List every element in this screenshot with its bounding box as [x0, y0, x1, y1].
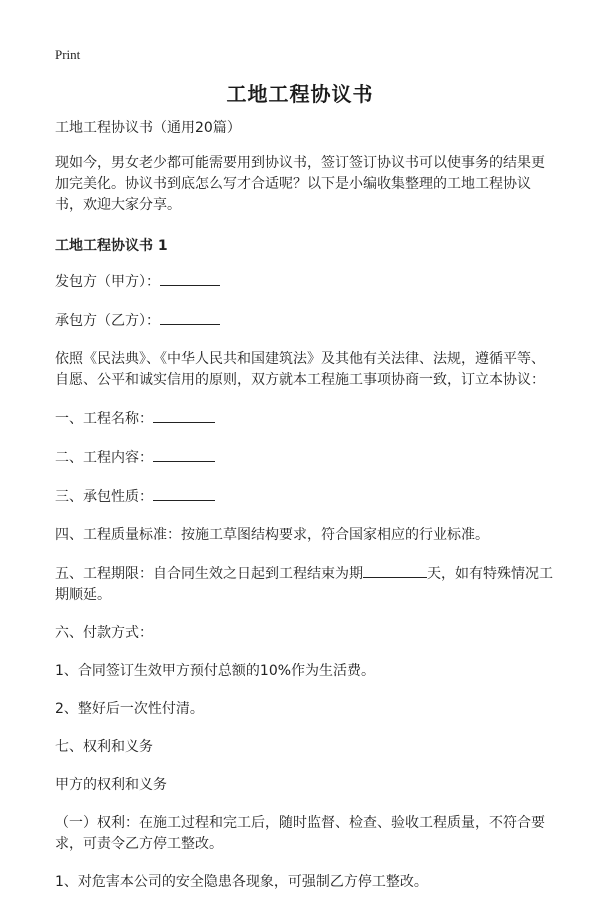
intro-paragraph: 现如今，男女老少都可能需要用到协议书，签订签订协议书可以使事务的结果更加完美化。协议书到底怎么写才合适呢？以下是小编收集整理的工地工程协议书，欢迎大家分享。 — [55, 155, 545, 213]
party-a-rights-heading: 甲方的权利和义务 — [55, 777, 167, 793]
item-project-name — [55, 408, 555, 430]
period-text-post: 天，如有特殊情况工期顺延。 — [55, 566, 553, 603]
period-days-blank — [363, 563, 427, 578]
item-quality-standard: 四、工程质量标准：按施工草图结构要求，符合国家相应的行业标准。 — [55, 527, 489, 543]
party-b-line — [55, 310, 555, 332]
project-name-blank — [153, 408, 215, 423]
rights-clause-1: （一）权利：在施工过程和完工后，随时监督、检查、验收工程质量，不符合要求，可责令乙方停工整改。 — [55, 815, 545, 852]
rights-clause-1-1: 1、对危害本公司的安全隐患各现象，可强制乙方停工整改。 — [55, 874, 428, 890]
period-text-pre: 五、工程期限：自合同生效之日起到工程结束为期 — [55, 566, 363, 582]
item-project-content-label: 二、工程内容： — [55, 450, 153, 466]
document-body — [55, 118, 555, 910]
project-content-blank — [153, 447, 215, 462]
party-b-blank — [160, 310, 220, 325]
party-b-label: 承包方（乙方）： — [55, 313, 160, 329]
item-contract-nature — [55, 486, 555, 508]
document-subtitle: 工地工程协议书（通用20篇） — [55, 120, 241, 136]
print-link[interactable]: Print — [55, 47, 81, 62]
contract-nature-blank — [153, 486, 215, 501]
item-contract-nature-label: 三、承包性质： — [55, 489, 153, 505]
item-project-period — [55, 563, 555, 606]
item-project-content — [55, 447, 555, 469]
basis-paragraph: 依照《民法典》、《中华人民共和国建筑法》及其他有关法律、法规，遵循平等、自愿、公平和诚实信用的原则，双方就本工程施工事项协商一致，订立本协议： — [55, 351, 545, 388]
party-a-line — [55, 271, 555, 293]
party-a-blank — [160, 271, 220, 286]
party-a-label: 发包方（甲方）： — [55, 274, 160, 290]
item-rights-obligations: 七、权利和义务 — [55, 739, 153, 755]
item-project-name-label: 一、工程名称： — [55, 411, 153, 427]
payment-clause-1: 1、合同签订生效甲方预付总额的10%作为生活费。 — [55, 663, 376, 679]
payment-clause-2: 2、整好后一次性付清。 — [55, 701, 204, 717]
document-title: 工地工程协议书 — [226, 82, 374, 106]
section-heading: 工地工程协议书 1 — [55, 238, 168, 254]
item-payment-method: 六、付款方式： — [55, 625, 153, 641]
